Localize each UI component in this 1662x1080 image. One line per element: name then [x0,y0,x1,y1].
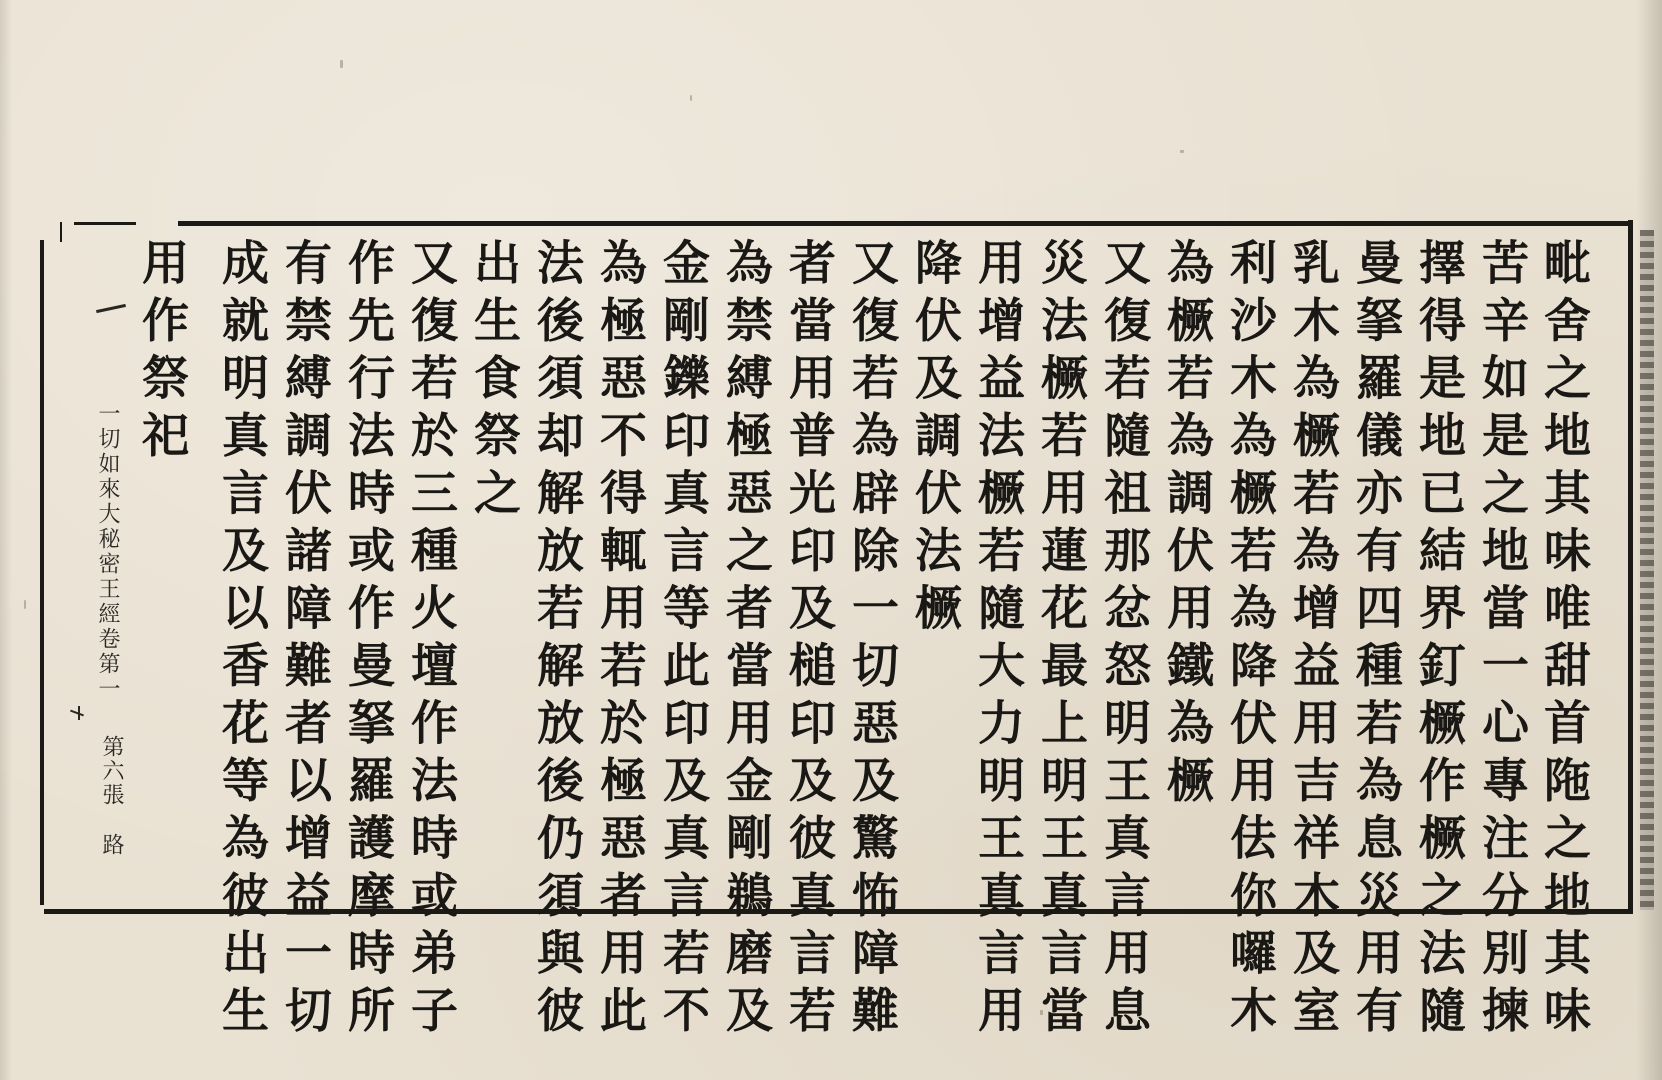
paper-fibre [24,600,26,609]
text-column: 擇得是地已結界釘橛作橛之法隨 [1411,238,1466,1043]
paper-fibre [340,60,343,68]
text-column: 又復若於三種火壇作法時或弟子 [403,238,458,1043]
text-column: 用增益法橛若隨大力明王真言用 [970,238,1025,1043]
frame-right-ink-bleed [1640,230,1654,910]
text-column: 利沙木為橛若為降伏用佉你囉木 [1222,238,1277,1043]
text-column: 毗舍之地其味唯甜首陁之地其味 [1536,238,1591,1043]
text-column: 為禁縛極惡之者當用金剛鵜磨及 [718,238,773,1043]
text-column: 法後須却解放若解放後仍須與彼 [529,238,584,1043]
text-column: 降伏及調伏法橛 [907,238,962,641]
margin-sutra-title: 一切如來大秘密王經卷第一 [95,402,120,702]
frame-left-rule [40,240,44,905]
frame-left-inner-rule [60,222,62,242]
text-column: 出生食祭之 [466,238,521,526]
text-column: 苦辛如是之地當一心專注分別揀 [1474,238,1529,1043]
margin-page-number [96,735,127,857]
text-column: 為橛若為調伏用鐵為橛 [1159,238,1214,813]
text-column: 成就明真言及以香花等為彼出生 [214,238,269,1043]
text-column: 有禁縛調伏諸障難者以增益一切 [277,238,332,1043]
text-column: 災法橛若用蓮花最上明王真言當 [1033,238,1088,1043]
text-column: 又復若為辟除一切惡及驚怖障難 [844,238,899,1043]
margin-sheet-label: 第六張 [99,735,124,807]
text-column: 曼拏羅儀亦有四種若為息災用有 [1348,238,1403,1043]
frame-top-rule-margin [74,222,136,225]
text-column: 金剛鑠印真言等此印及真言若不 [655,238,710,1043]
text-column: 作先行法時或作曼拏羅護摩時所 [340,238,395,1043]
paper-fibre [690,95,692,101]
page-left-edge [0,0,12,1080]
text-column: 者當用普光印及槌印及彼真言若 [781,238,836,1043]
margin-carver-name: 路 [99,833,124,857]
margin-mark [78,706,80,720]
text-column: 為極惡不得輒用若於極惡者用此 [592,238,647,1043]
paper-fibre [1180,150,1184,153]
frame-right-rule [1628,220,1633,914]
text-column: 用作祭祀 [134,238,189,468]
text-column: 又復若隨祖那忿怒明王真言用息 [1096,238,1151,1043]
text-column: 乳木為橛若為增益用吉祥木及室 [1285,238,1340,1043]
frame-top-rule [178,221,1630,226]
